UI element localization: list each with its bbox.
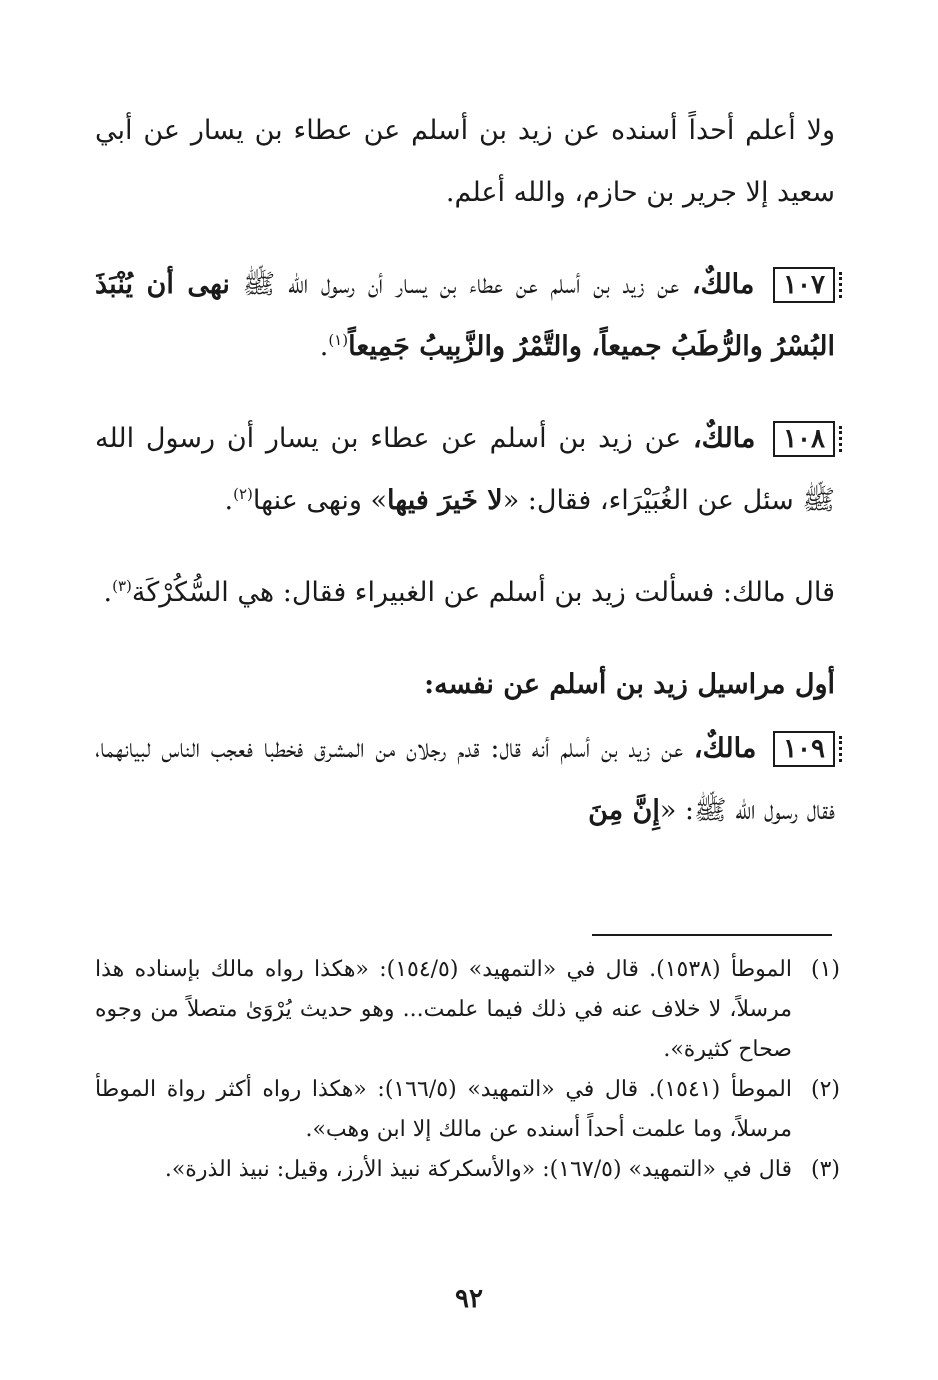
hadith-narrator: مالكٌ، xyxy=(692,423,756,454)
hadith-narrator: مالكٌ، xyxy=(693,733,757,764)
footnote-item xyxy=(95,1150,840,1190)
footnote-text: الموطأ (١٥٤١). قال في «التمهيد» (١٦٦/٥): «هكذا رواه أكثر رواة الموطأ مرسلاً، وما علمت أحداً أسنده عن مالك إلا ابن وهب». xyxy=(95,1077,792,1142)
malik-comment-text: قال مالك: فسألت زيد بن أسلم عن الغبيراء فقال: هي السُّكُرْكَة xyxy=(131,577,835,608)
hadith-109 xyxy=(95,718,835,842)
footnote-text: قال في «التمهيد» (١٦٧/٥): «والأسكركة نبيذ الأرز، وقيل: نبيذ الذرة». xyxy=(164,1157,792,1182)
footnote-number: (١) xyxy=(810,957,840,982)
hadith-number-box: ١٠٨ xyxy=(773,421,835,457)
hadith-number-box: ١٠٩ xyxy=(773,731,835,767)
page-number: ٩٢ xyxy=(455,1284,483,1314)
footnote-ref: (١) xyxy=(328,331,349,349)
end-punct: . xyxy=(103,577,113,608)
paragraph-intro-text: ولا أعلم أحداً أسنده عن زيد بن أسلم عن عطاء بن يسار عن أبي سعيد إلا جرير بن حازم، والله أعلم. xyxy=(95,115,836,208)
footnote-ref: (٣) xyxy=(112,577,132,595)
hadith-continuation: » ونهى عنها xyxy=(252,485,388,516)
footnote-text: الموطأ (١٥٣٨). قال في «التمهيد» (١٥٤/٥): «هكذا رواه مالك بإسناده هذا مرسلاً، لا خلاف عنه في ذلك فيما علمت... وهو حديث يُرْوَىٰ متصلاً من وجوه صحاح كثيرة». xyxy=(95,957,792,1062)
hadith-108 xyxy=(95,408,835,532)
hadith-matn: لا خَيرَ فيها xyxy=(387,485,503,516)
hadith-chain: عن زيد بن أسلم عن عطاء بن يسار أن رسول الله ﷺ xyxy=(229,269,692,300)
footnote-number: (٣) xyxy=(810,1157,840,1182)
section-heading: أول مراسيل زيد بن أسلم عن نفسه: xyxy=(424,669,835,700)
footnote-number: (٢) xyxy=(810,1077,840,1102)
hadith-matn: نهى أن يُنْبَذَ البُسْرُ والرُّطَبُ جميعاً، والتَّمْرُ والزَّبِيبُ جَمِيعاً xyxy=(95,269,835,362)
end-punct: . xyxy=(319,331,329,362)
hadith-narrator: مالكٌ، xyxy=(691,269,755,300)
malik-comment xyxy=(95,562,835,624)
footnote-item xyxy=(95,1070,840,1150)
hadith-matn: إِنَّ مِنَ xyxy=(588,795,660,826)
end-punct: . xyxy=(224,485,234,516)
hadith-chain: عن زيد بن أسلم أنه قال: قدم رجلان من المشرق فخطبا فعجب الناس لبيانهما، فقال رسول الله ﷺ: « xyxy=(95,733,835,826)
footnote-item xyxy=(95,950,840,1070)
main-text xyxy=(95,100,835,842)
paragraph-intro xyxy=(95,100,835,224)
hadith-number-box: ١٠٧ xyxy=(773,267,835,303)
hadith-chain: عن زيد بن أسلم عن عطاء بن يسار أن رسول الله ﷺ سئل عن الغُبَيْرَاء، فقال: « xyxy=(95,423,835,516)
footnotes xyxy=(95,950,840,1190)
hadith-107 xyxy=(95,254,835,378)
footnote-ref: (٢) xyxy=(233,485,253,503)
footnote-separator xyxy=(592,934,832,936)
